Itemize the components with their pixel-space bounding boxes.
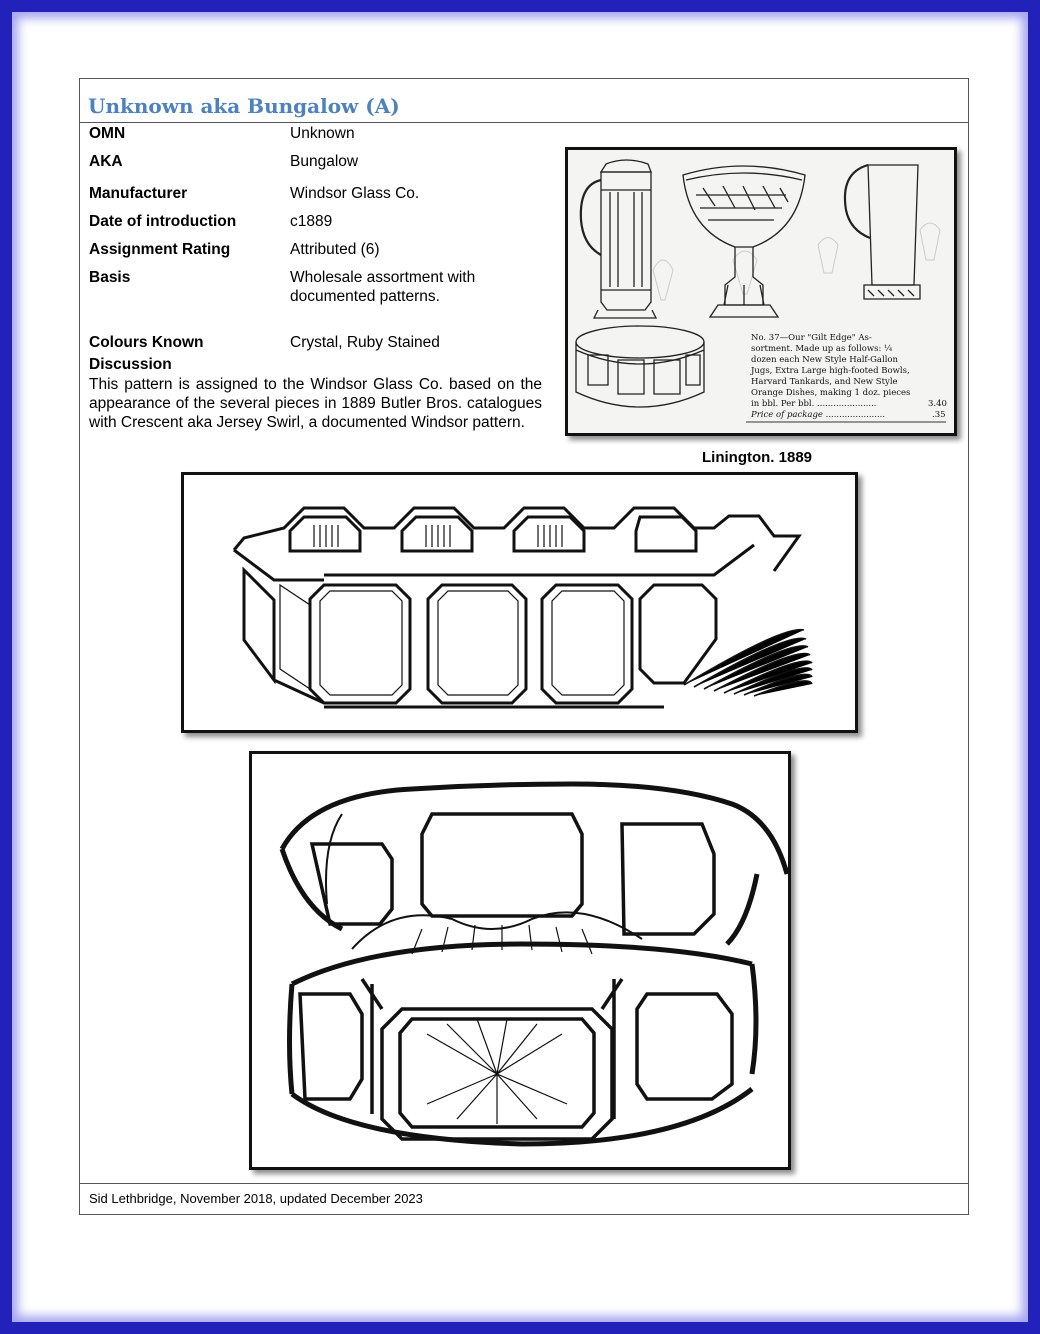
catalogue-price-value: .35 xyxy=(932,410,946,420)
manufacturer-label: Manufacturer xyxy=(89,185,188,202)
catalogue-price-label: Price of package ...................... xyxy=(751,410,886,420)
page-title: Unknown aka Bungalow (A) xyxy=(88,94,400,118)
catalogue-per-bbl-label: in bbl. Per bbl. ...................... xyxy=(751,399,877,409)
omn-label: OMN xyxy=(89,125,126,142)
title-divider xyxy=(79,122,969,123)
discussion-heading: Discussion xyxy=(89,356,172,373)
image-caption: Linington. 1889 xyxy=(702,449,813,466)
manufacturer-value: Windsor Glass Co. xyxy=(290,185,420,202)
catalogue-image xyxy=(565,147,957,436)
catalogue-line-1: No. 37—Our "Gilt Edge" As- xyxy=(751,333,872,343)
colours-value: Crystal, Ruby Stained xyxy=(290,334,440,351)
basis-label: Basis xyxy=(89,269,131,286)
omn-value: Unknown xyxy=(290,125,355,142)
catalogue-line-5: Harvard Tankards, and New Style xyxy=(751,377,898,387)
catalogue-line-3: dozen each New Style Half-Gallon xyxy=(751,355,899,365)
rating-label: Assignment Rating xyxy=(89,241,231,258)
footer-divider xyxy=(79,1183,969,1184)
discussion-text: This pattern is assigned to the Windsor Glass Co. based on the appearance of the several pieces in 1889 Butler Bros. catalogues with Crescent aka Jersey Swirl, a documented Windsor pattern. xyxy=(89,376,542,431)
basis-value: Wholesale assortment with documented patterns. xyxy=(290,269,476,305)
rating-value: Attributed (6) xyxy=(290,241,380,258)
date-value: c1889 xyxy=(290,213,333,230)
catalogue-illustration xyxy=(568,150,954,433)
catalogue-line-2: sortment. Made up as follows: ¼ xyxy=(751,344,893,354)
rectangular-dish-drawing xyxy=(184,475,855,730)
round-bowl-drawing xyxy=(252,754,788,1167)
aka-value: Bungalow xyxy=(290,153,359,170)
date-label: Date of introduction xyxy=(89,213,237,230)
round-bowl-image xyxy=(249,751,791,1170)
catalogue-per-bbl-value: 3.40 xyxy=(928,399,947,409)
footer-credit: Sid Lethbridge, November 2018, updated December 2023 xyxy=(89,1191,423,1206)
catalogue-line-6: Orange Dishes, making 1 doz. pieces xyxy=(751,388,911,398)
rectangular-dish-image xyxy=(181,472,858,733)
aka-label: AKA xyxy=(89,153,123,170)
catalogue-line-4: Jugs, Extra Large high-footed Bowls, xyxy=(751,366,910,376)
colours-label: Colours Known xyxy=(89,334,204,351)
